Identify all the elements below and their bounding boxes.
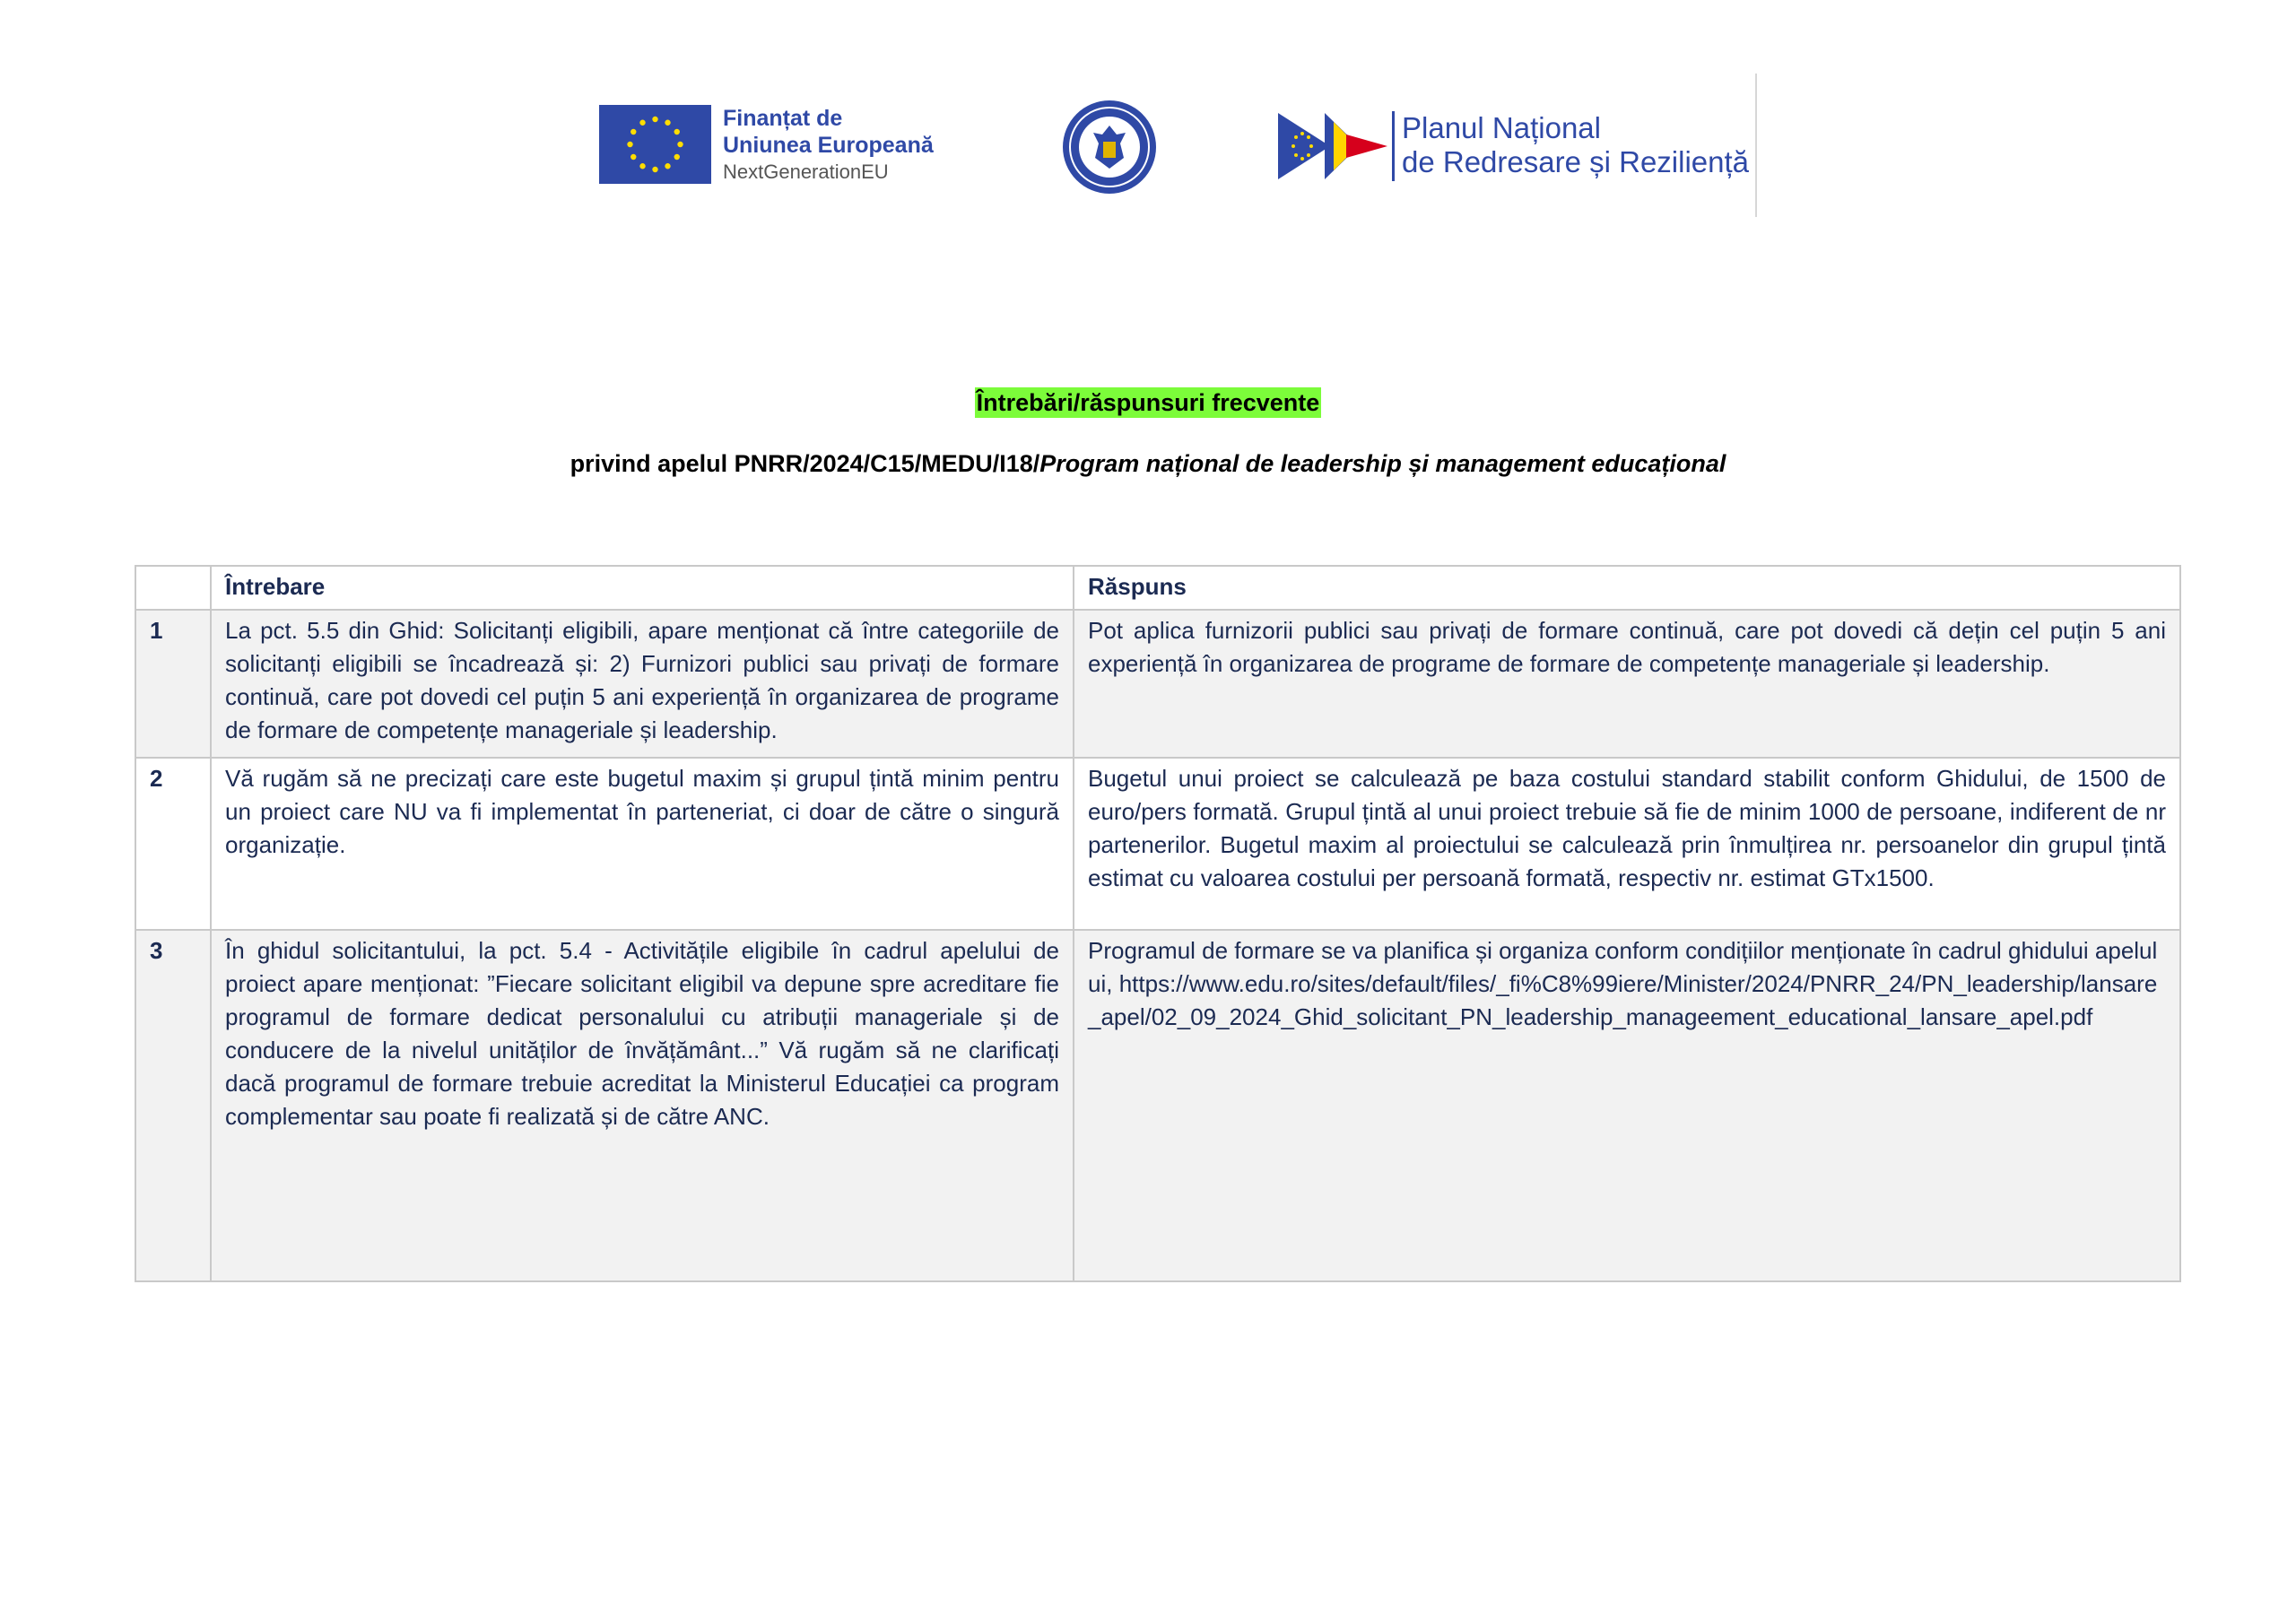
table-row: [135, 930, 2180, 1281]
pnrr-arrows-icon: [1278, 113, 1387, 179]
eu-funding-logo: [599, 105, 940, 186]
eu-star-icon: [665, 163, 670, 169]
document-subtitle: [0, 450, 2296, 478]
table-header-row: [135, 566, 2180, 610]
pnrr-separator: [1392, 111, 1395, 181]
eu-star-icon: [665, 120, 670, 126]
answer-cell: [1074, 930, 2180, 1281]
eu-flag-icon: [599, 105, 711, 184]
answer-cell: Pot aplica furnizorii publici sau privați de formare continuă, care pot dovedi că dețin cel puțin 5 ani experiență în organizarea de programe de formare de competențe manageriale și leadership.: [1074, 610, 2180, 758]
eu-star-icon: [674, 129, 680, 135]
answer-text: Programul de formare se va planifica și organiza conform condițiilor menționate în cadrul ghidului apelului,: [1088, 937, 2158, 997]
faq-table: [135, 565, 2181, 1282]
question-cell: În ghidul solicitantului, la pct. 5.4 - Activitățile eligibile în cadrul apelului de proiect apare menționat: ”Fiecare solicitant eligibil va depune spre acreditare fie programul de formare dedicat personalului cu atribuții manageriale și de conducere de la nivelul unităților de învățământ...” Vă rugăm să ne clarificați dacă programul de formare trebuie acreditat la Ministerul Educației ca program complementar sau poate fi realizată și de către ANC.: [211, 930, 1074, 1281]
row-number: 2: [135, 758, 211, 930]
eu-logo-line2: Uniunea Europeană: [723, 133, 934, 158]
subtitle-program-name: Program național de leadership și management educațional: [1039, 450, 1726, 477]
pnrr-logo: [1278, 106, 1762, 187]
eu-star-icon: [652, 167, 657, 172]
header-question: Întrebare: [211, 566, 1074, 610]
table-row: [135, 758, 2180, 930]
eu-logo-line3: NextGenerationEU: [723, 161, 889, 183]
pnrr-logo-line1: Planul Național: [1402, 111, 1601, 144]
row-number: 3: [135, 930, 211, 1281]
question-cell: La pct. 5.5 din Ghid: Solicitanți eligibili, apare menționat că între categoriile de solicitanți eligibili se încadrează și: 2) Furnizori publici sau privați de formare continuă, care pot dovedi cel puțin 5 ani experiență în organizarea de programe de formare de competențe manageriale și leadership.: [211, 610, 1074, 758]
eu-star-icon: [652, 117, 657, 122]
eu-star-icon: [677, 142, 683, 147]
eu-star-icon: [639, 163, 645, 169]
eu-star-icon: [627, 142, 632, 147]
eu-star-icon: [631, 129, 636, 135]
header-logos: [0, 0, 2296, 233]
eu-logo-line1: Finanțat de: [723, 106, 843, 131]
row-number: 1: [135, 610, 211, 758]
pnrr-logo-line2: de Redresare și Reziliență: [1402, 145, 1750, 178]
romanian-government-seal-icon: [1061, 99, 1158, 195]
header-num: [135, 566, 211, 610]
eu-star-icon: [674, 154, 680, 160]
header-vertical-rule: [1755, 74, 1757, 217]
guide-url-link[interactable]: https://www.edu.ro/sites/default/files/_fi%C8%99iere/Minister/2024/PNRR_24/PN_leadership/lansare_apel/02_09_2024_Ghid_solicitant_PN_leadership_manageement_educational_lansare_apel.pdf: [1088, 970, 2158, 1030]
answer-cell: Bugetul unui proiect se calculează pe baza costului standard stabilit conform Ghidului, de 1500 de euro/pers formată. Grupul țintă al unui proiect trebuie să fie de minim 1000 de persoane, indiferent de nr partenerilor. Bugetul maxim al proiectului se calculează prin înmulțirea nr. persoanelor din grupul țintă estimat cu valoarea costului per persoană formată, respectiv nr. estimat GTx1500.: [1074, 758, 2180, 930]
eu-star-icon: [639, 120, 645, 126]
document-title-text: Întrebări/răspunsuri frecvente: [976, 389, 1320, 416]
eu-star-icon: [631, 154, 636, 160]
header-answer: Răspuns: [1074, 566, 2180, 610]
document-title: [0, 389, 2296, 417]
subtitle-prefix: privind apelul PNRR/2024/C15/MEDU/I18/: [570, 450, 1040, 477]
question-cell: Vă rugăm să ne precizați care este bugetul maxim și grupul țintă minim pentru un proiect care NU va fi implementat în parteneriat, ci doar de către o singură organizație.: [211, 758, 1074, 930]
table-row: [135, 610, 2180, 758]
